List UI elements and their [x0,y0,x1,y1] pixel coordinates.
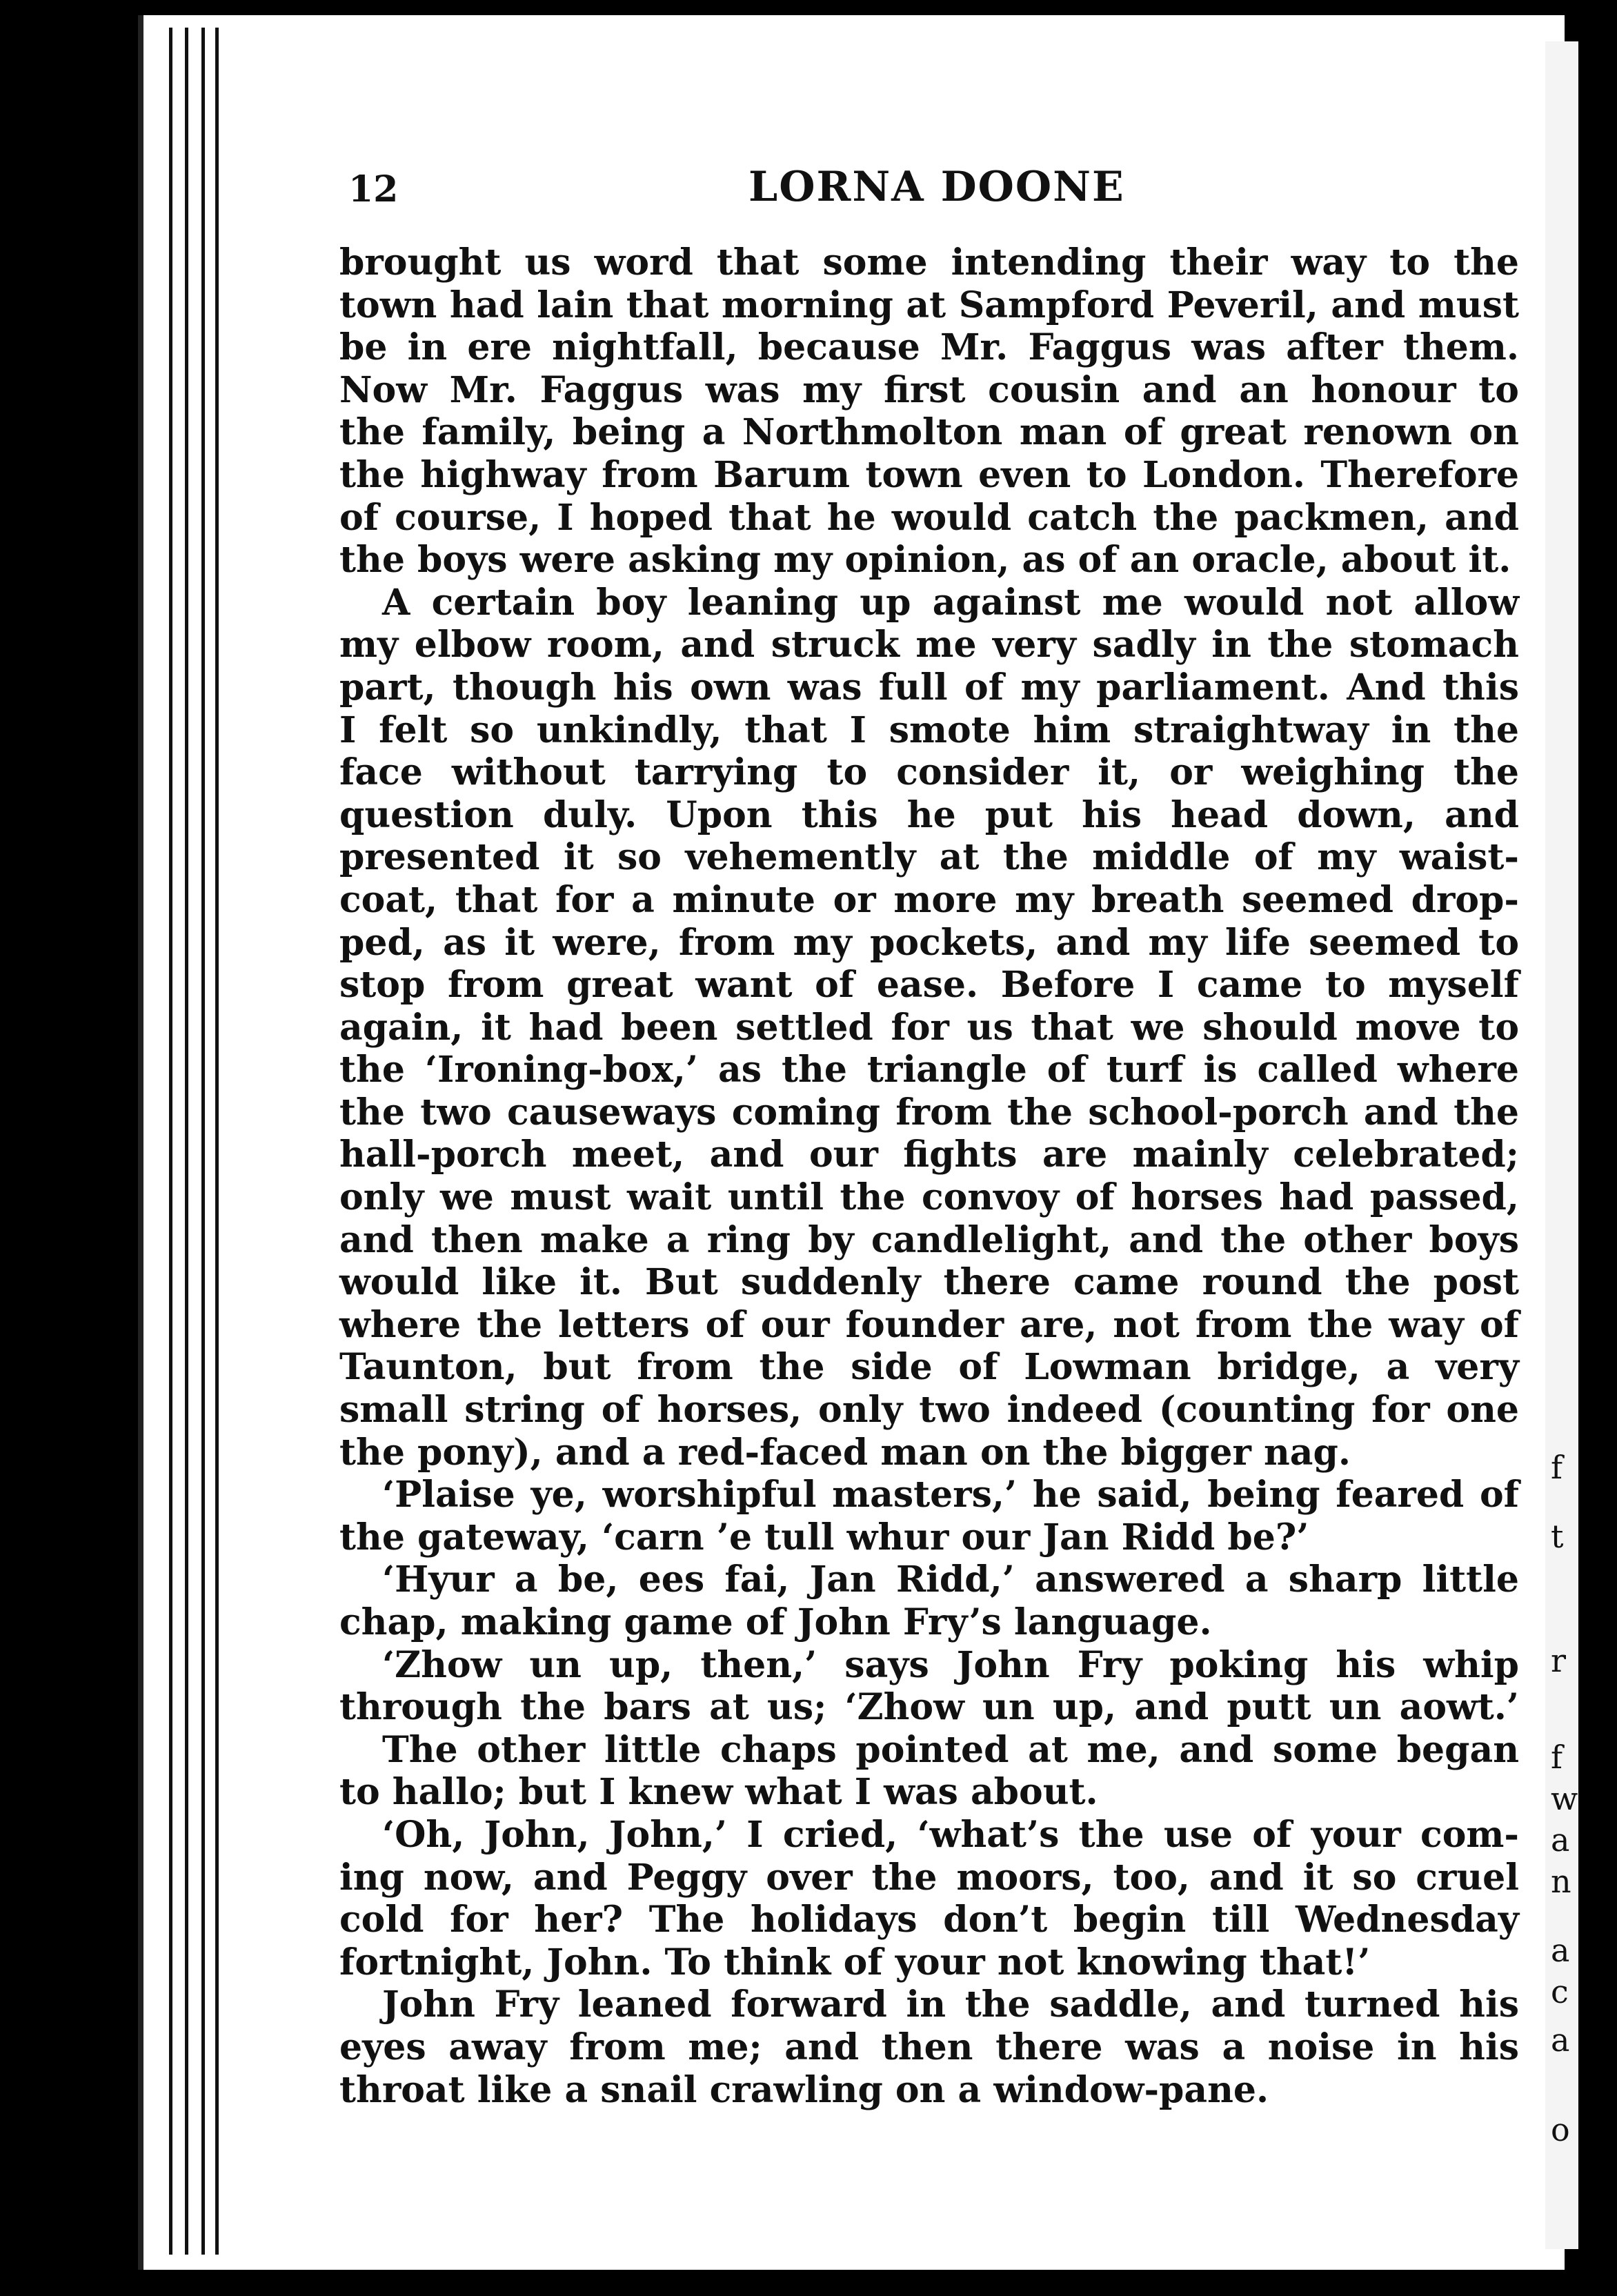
margin-fragment: f [1551,1739,1563,1776]
margin-fragment: a [1551,1932,1570,1969]
text-line: ing now, and Peggy over the moors, too, and it so cruel [339,1856,1519,1899]
text-line: part, though his own was full of my parliament. And this [339,666,1519,709]
text-line: the boys were asking my opinion, as of an oracle, about it. [339,539,1511,582]
text-line: the two causeways coming from the school-porch and the [339,1091,1519,1134]
text-line: throat like a snail crawling on a window-pane. [339,2068,1269,2111]
margin-fragment: f [1551,1449,1563,1486]
text-line: presented it so vehemently at the middle of my waist- [339,836,1519,879]
page-edge [185,28,188,2255]
text-line: ‘Zhow un up, then,’ says John Fry poking his whip [382,1643,1519,1686]
text-line: the gateway, ‘carn ’e tull whur our Jan Ridd be?’ [339,1516,1309,1558]
text-line: Now Mr. Faggus was my first cousin and an honour to [339,368,1519,411]
text-line: John Fry leaned forward in the saddle, and turned his [382,1983,1519,2026]
text-line: ‘Plaise ye, worshipful masters,’ he said, being feared of [382,1474,1519,1516]
page-number: 12 [348,168,399,210]
text-line: again, it had been settled for us that we should move to [339,1006,1519,1049]
text-line: A certain boy leaning up against me would not allow [382,581,1519,624]
text-line: question duly. Upon this he put his head down, and [339,793,1519,836]
text-line: ‘Oh, John, John,’ I cried, ‘what’s the use of your com- [382,1813,1519,1856]
margin-fragment: w [1551,1780,1578,1817]
text-line: the pony), and a red-faced man on the bigger nag. [339,1431,1351,1474]
text-line: through the bars at us; ‘Zhow un up, and putt un aowt.’ [339,1686,1519,1729]
text-line: the family, being a Northmolton man of great renown on [339,411,1519,454]
margin-fragment: a [1551,2021,1570,2059]
page-edge [201,28,205,2255]
body-text [339,241,1519,2111]
text-line: small string of horses, only two indeed (counting for one [339,1389,1519,1432]
text-line: face without tarrying to consider it, or weighing the [339,751,1519,794]
text-line: fortnight, John. To think of your not knowing that!’ [339,1941,1371,1983]
page-header [348,163,1521,218]
text-line: ped, as it were, from my pockets, and my life seemed to [339,921,1519,964]
text-line: the ‘Ironing-box,’ as the triangle of turf is called where [339,1049,1519,1091]
text-line: eyes away from me; and then there was a noise in his [339,2026,1519,2068]
margin-fragment: r [1551,1642,1566,1679]
text-line: hall-porch meet, and our fights are mainly celebrated; [339,1134,1519,1176]
text-line: chap, making game of John Fry’s language. [339,1601,1212,1643]
text-line: town had lain that morning at Sampford Peveril, and must [339,284,1519,326]
page-edge [169,28,172,2255]
text-line: only we must wait until the convoy of horses had passed, [339,1176,1519,1219]
running-title: LORNA DOONE [748,163,1125,211]
margin-fragment: c [1551,1973,1569,2010]
text-line: and then make a ring by candlelight, and the other boys [339,1218,1519,1261]
text-line: stop from great want of ease. Before I came to myself [339,964,1519,1007]
margin-fragment: t [1551,1518,1564,1555]
text-line: Taunton, but from the side of Lowman bridge, a very [339,1346,1519,1389]
text-line: cold for her? The holidays don’t begin till Wednesday [339,1899,1519,1941]
margin-fragment: a [1551,1821,1570,1859]
text-line: ‘Hyur a be, ees fai, Jan Ridd,’ answered a sharp little [382,1558,1519,1601]
text-line: to hallo; but I knew what I was about. [339,1771,1098,1814]
page-edge [215,28,219,2255]
text-line: The other little chaps pointed at me, and some began [382,1728,1519,1771]
text-line: coat, that for a minute or more my breath seemed drop- [339,878,1519,921]
text-line: the highway from Barum town even to London. Therefore [339,453,1519,496]
text-line: where the letters of our founder are, not from the way of [339,1303,1519,1346]
text-line: of course, I hoped that he would catch the packmen, and [339,496,1519,539]
margin-fragment: o [1551,2111,1570,2148]
text-line: brought us word that some intending their way to the [339,241,1519,284]
text-line: would like it. But suddenly there came round the post [339,1261,1519,1304]
margin-fragment: n [1551,1863,1571,1900]
text-line: I felt so unkindly, that I smote him straightway in the [339,709,1519,751]
book-binding [1578,0,1617,2296]
text-line: be in ere nightfall, because Mr. Faggus was after them. [339,326,1519,369]
text-line: my elbow room, and struck me very sadly in the stomach [339,624,1519,666]
facing-page-strip [1545,41,1578,2249]
